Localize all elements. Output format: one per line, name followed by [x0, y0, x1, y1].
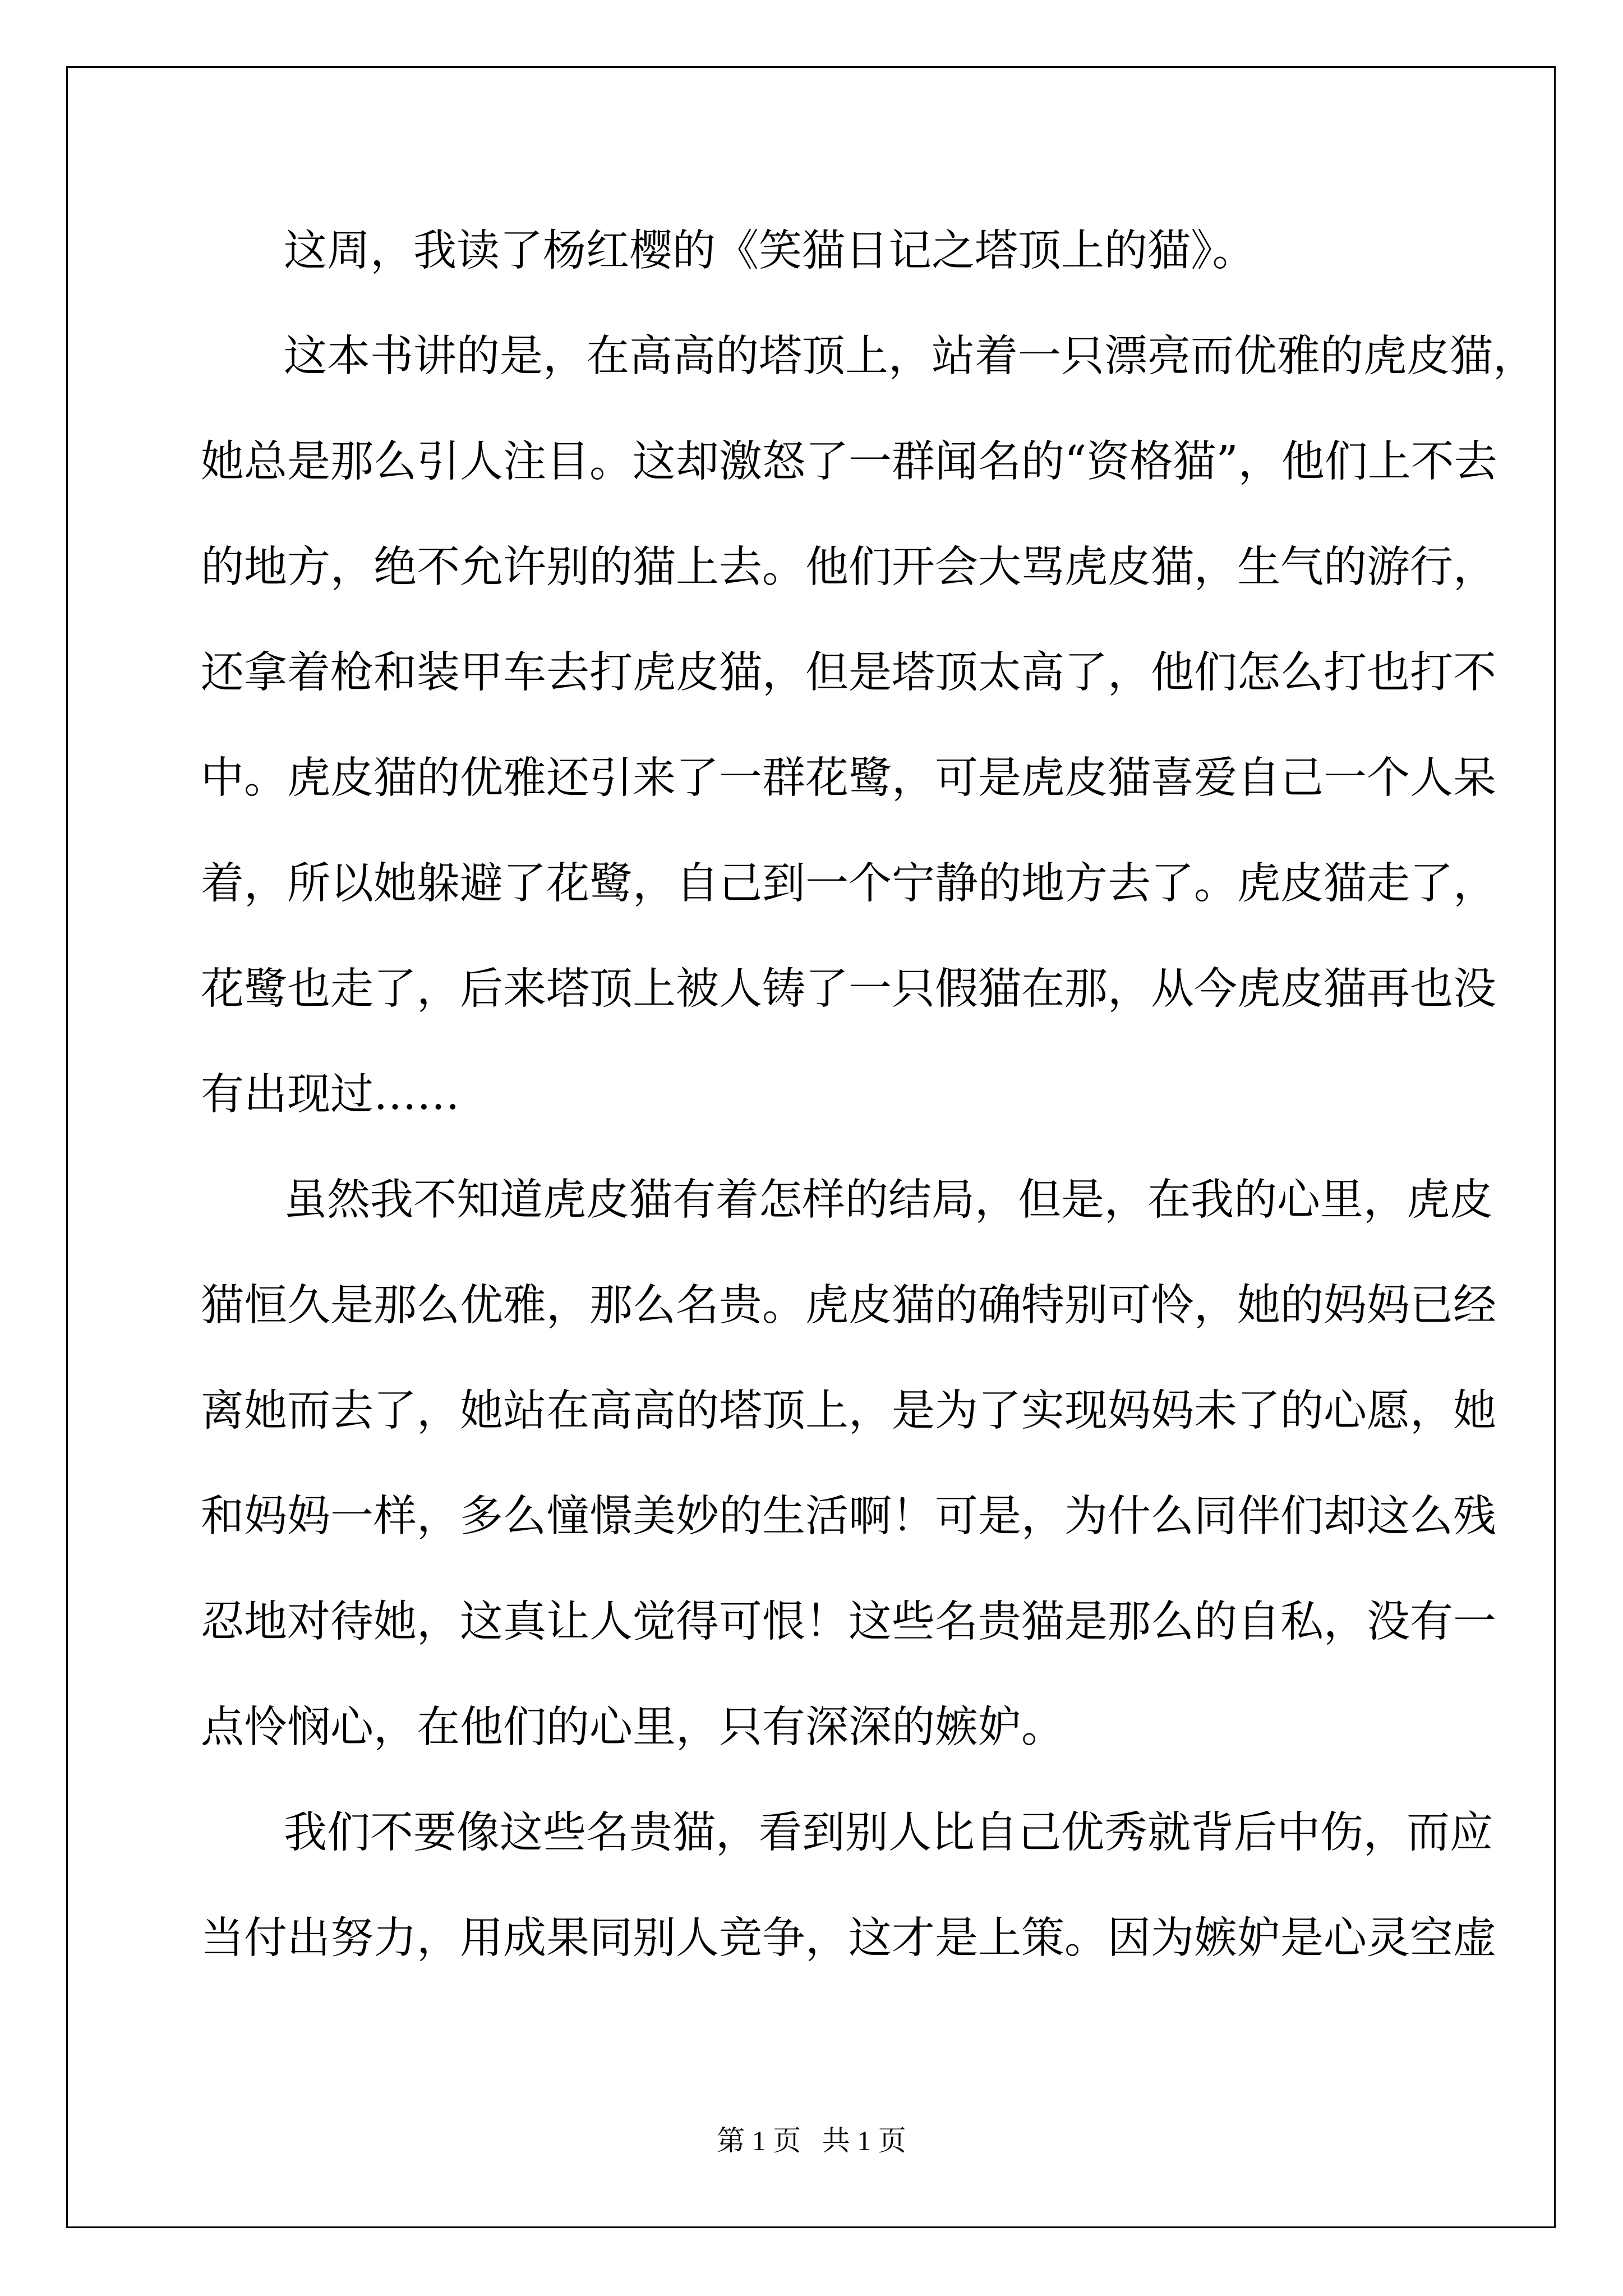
paragraph-2-line-6: 着，所以她躲避了花鹭，自己到一个宁静的地方去了。虎皮猫走了， — [201, 859, 1496, 909]
paragraph-1-line-1: 这周，我读了杨红樱的《笑猫日记之塔顶上的猫》。 — [284, 226, 1256, 276]
paragraph-2-line-8: 有出现过…… — [201, 1070, 460, 1120]
paragraph-2-line-7: 花鹭也走了，后来塔顶上被人铸了一只假猫在那，从今虎皮猫再也没 — [201, 964, 1496, 1014]
paragraph-2-line-2: 她总是那么引人注目。这却激怒了一群闻名的“资格猫”，他们上不去 — [201, 437, 1497, 487]
paragraph-4-line-2: 当付出努力，用成果同别人竞争，这才是上策。因为嫉妒是心灵空虚 — [201, 1913, 1496, 1963]
document-body — [201, 224, 1536, 2017]
paragraph-4-line-1: 我们不要像这些名贵猫，看到别人比自己优秀就背后中伤，而应 — [284, 1808, 1493, 1858]
paragraph-3-line-4: 和妈妈一样，多么憧憬美妙的生活啊！可是，为什么同伴们却这么残 — [201, 1492, 1496, 1542]
paragraph-2-line-4: 还拿着枪和装甲车去打虎皮猫，但是塔顶太高了，他们怎么打也打不 — [201, 648, 1496, 698]
paragraph-3-line-6: 点怜悯心，在他们的心里，只有深深的嫉妒。 — [201, 1703, 1064, 1752]
page-number-footer: 第 1 页 共 1 页 — [717, 2125, 906, 2156]
paragraph-3-line-3: 离她而去了，她站在高高的塔顶上，是为了实现妈妈未了的心愿，她 — [201, 1386, 1496, 1436]
paragraph-3-line-2: 猫恒久是那么优雅，那么名贵。虎皮猫的确特别可怜，她的妈妈已经 — [201, 1281, 1496, 1331]
paragraph-2-line-1: 这本书讲的是，在高高的塔顶上，站着一只漂亮而优雅的虎皮猫， — [284, 332, 1536, 381]
paragraph-3-line-5: 忍地对待她，这真让人觉得可恨！这些名贵猫是那么的自私，没有一 — [201, 1597, 1496, 1647]
paragraph-2-line-3: 的地方，绝不允许别的猫上去。他们开会大骂虎皮猫，生气的游行， — [201, 542, 1496, 592]
paragraph-2-line-5: 中。虎皮猫的优雅还引来了一群花鹭，可是虎皮猫喜爱自己一个人呆 — [201, 753, 1496, 803]
paragraph-3-line-1: 虽然我不知道虎皮猫有着怎样的结局，但是，在我的心里，虎皮 — [284, 1175, 1493, 1225]
